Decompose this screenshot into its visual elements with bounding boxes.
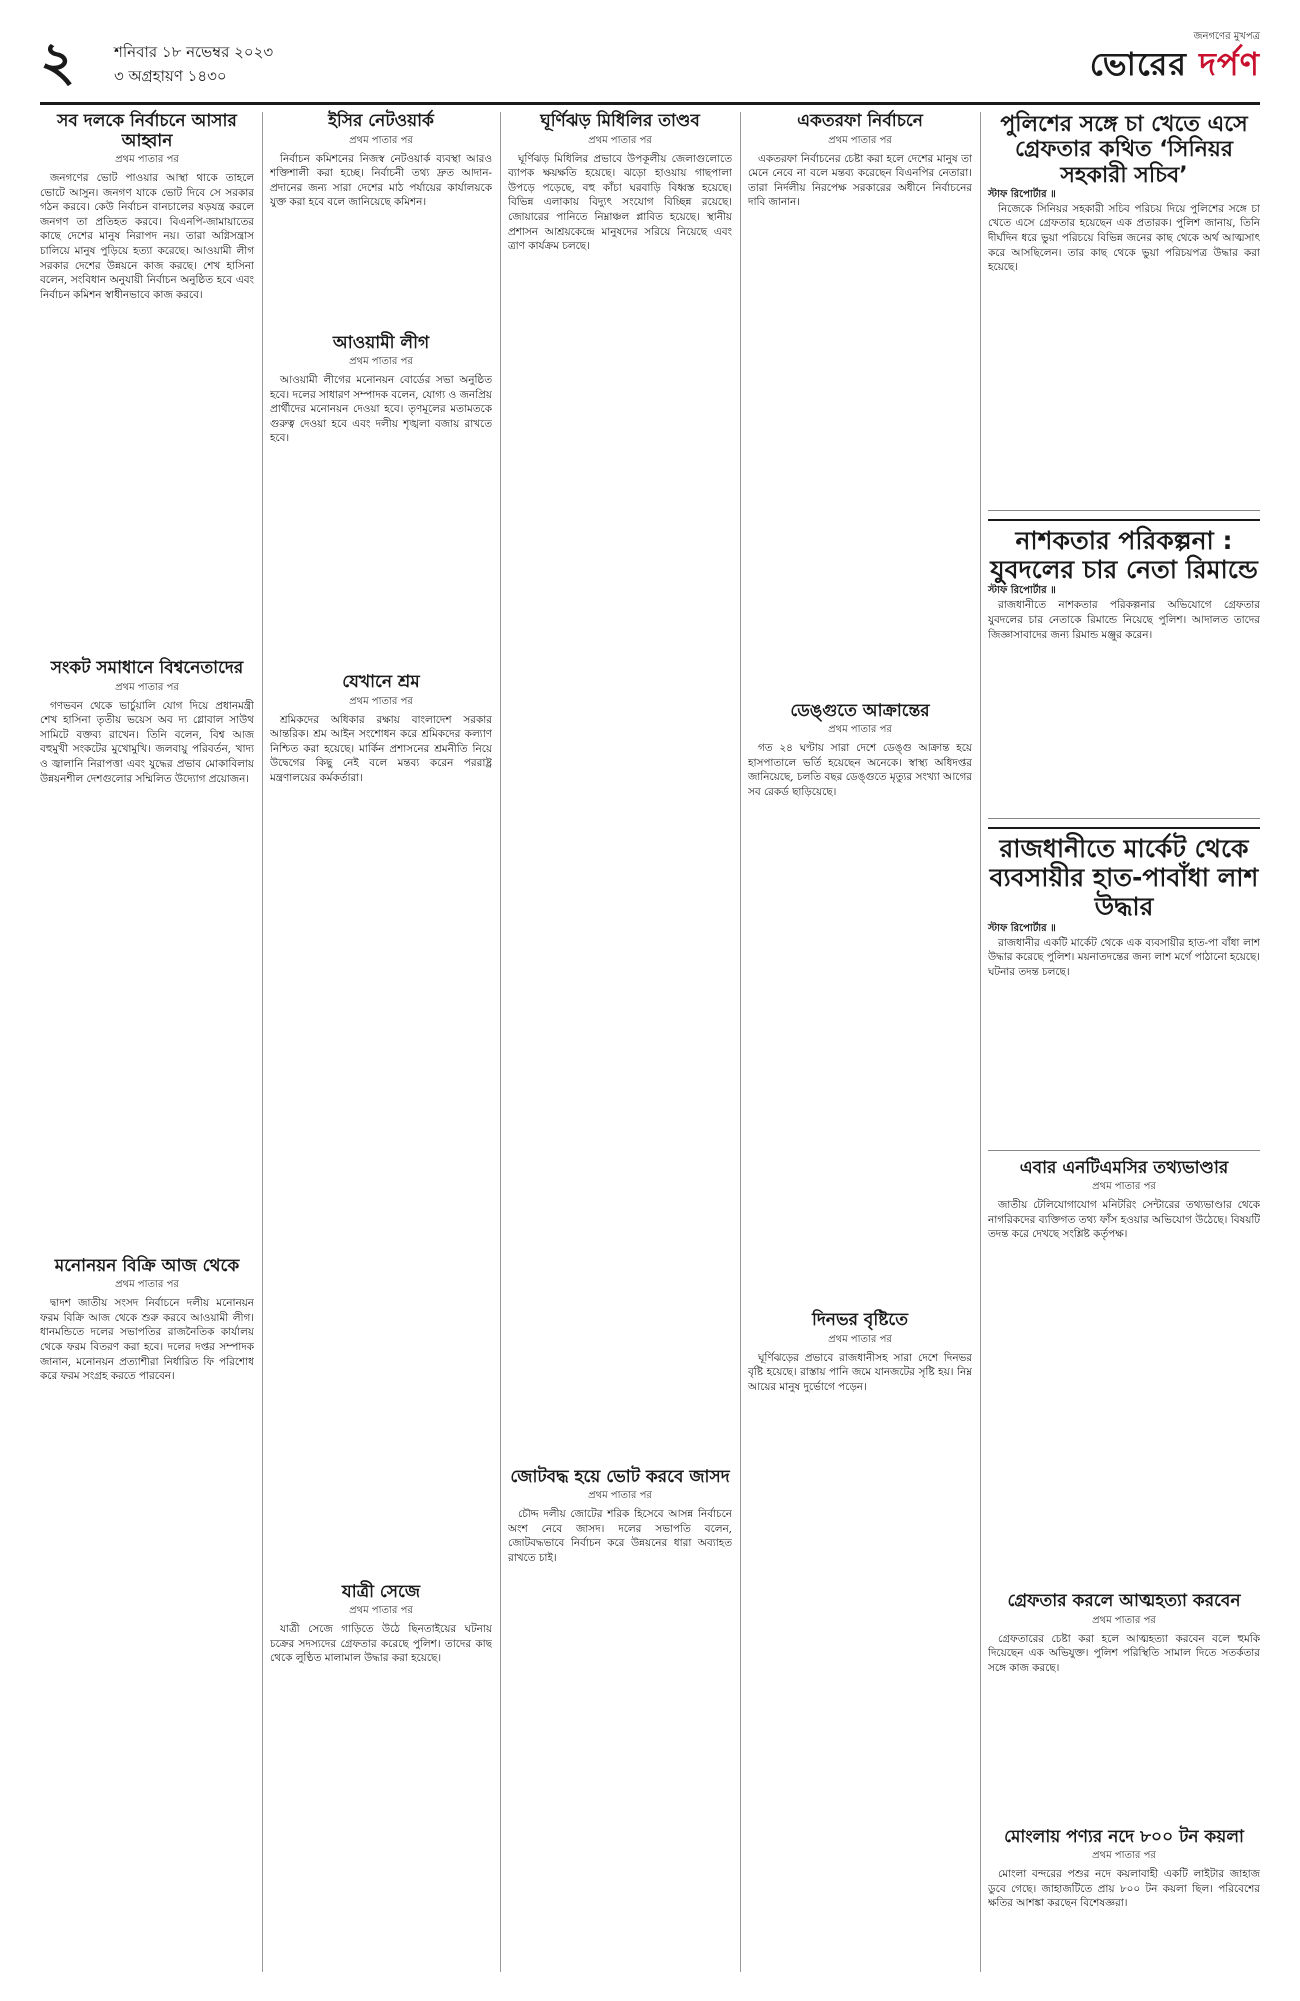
byline: স্টাফ রিপোর্টার ॥	[988, 922, 1056, 934]
article-headline: পুলিশের সঙ্গে চা খেতে এসে গ্রেফতার কথিত ‘সিনিয়র সহকারী সচিব’	[1000, 112, 1248, 188]
article	[988, 1592, 1260, 1818]
continued-label: প্রথম পাতার পর	[828, 134, 892, 146]
article-body	[988, 1632, 1260, 1818]
column-4	[748, 112, 972, 2001]
continued-label: প্রথম পাতার পর	[349, 134, 413, 146]
divider	[988, 818, 1260, 819]
article-text: গত ২৪ ঘণ্টায় সারা দেশে ডেঙ্গু আক্রান্ত হয়ে হাসপাতালে ভর্তি হয়েছেন অনেকে। স্বাস্থ্য অধিদপ্তর জানিয়েছে, চলতি বছর ডেঙ্গুতে মৃত্যুর সংখ্যা আগের সব রেকর্ড ছাড়িয়েছে।	[748, 742, 972, 798]
logo-wordmark	[1060, 44, 1260, 84]
article	[988, 1828, 1260, 1988]
column-rule	[262, 112, 263, 1972]
article	[748, 1311, 972, 1991]
article-body	[508, 1507, 732, 1947]
article-headline: সংকট সমাধানে বিশ্বনেতাদের	[50, 658, 244, 679]
continued-label: প্রথম পাতার পর	[115, 154, 179, 166]
article	[270, 112, 492, 324]
page-number: ২	[40, 30, 76, 93]
article	[748, 702, 972, 1302]
article-text: একতরফা নির্বাচনের চেষ্টা করা হলে দেশের মানুষ তা মেনে নেবে না বলে মন্তব্য করেছেন বিএনপির নেতারা। তারা নির্দলীয় নিরপেক্ষ সরকারের অধীনে নির্বাচনের দাবি জানান।	[748, 152, 972, 209]
column-rule	[980, 112, 981, 1972]
article-headline: মোংলায় পণ্যর নদে ৮০০ টন কয়লা	[1004, 1826, 1244, 1847]
article-text: গ্রেফতারের চেষ্টা করা হলে আত্মহত্যা করবেন বলে হুমকি দিয়েছেন এক অভিযুক্ত। পুলিশ পরিস্থিতি সামাল দিতে সতর্কতার সঙ্গে কাজ করছে।	[988, 1632, 1260, 1674]
article-text: জনগণের ভোট পাওয়ার আস্থা থাকে তাহলে ভোটে আসুন। জনগণ যাকে ভোট দিবে সে সরকার গঠন করবে। কেউ নির্বাচন বানচালের ষড়যন্ত্র করলে জনগণ তা প্রতিহত করবে। বিএনপি-জামায়াতের কাছে দেশের মানুষ নিরাপদ নয়। তারা অগ্নিসন্ত্রাস চালিয়ে মানুষ পুড়িয়ে হত্যা করেছে। আওয়ামী লীগ সরকার দেশের উন্নয়নে কাজ করছে। শেখ হাসিনা বলেন, সংবিধান অনুযায়ী নির্বাচন অনুষ্ঠিত হবে এবং নির্বাচন কমিশন স্বাধীনভাবে কাজ করবে।	[40, 172, 254, 301]
article-body	[40, 699, 254, 1247]
article	[508, 112, 732, 1458]
divider	[988, 1150, 1260, 1151]
article-text: ঘূর্ণিঝড়ের প্রভাবে রাজধানীসহ সারা দেশে দিনভর বৃষ্টি হয়েছে। রাস্তায় পানি জমে যানজটের সৃষ্টি হয়। নিম্ন আয়ের মানুষ দুর্ভোগে পড়েন।	[748, 1351, 972, 1393]
article	[40, 1257, 254, 1937]
article-text: আওয়ামী লীগের মনোনয়ন বোর্ডের সভা অনুষ্ঠিত হবে। দলের সাধারণ সম্পাদক বলেন, যোগ্য ও জনপ্রিয় প্রার্থীদের মনোনয়ন দেওয়া হবে। তৃণমূলের মতামতকে গুরুত্ব দেওয়া হবে এবং দলীয় শৃঙ্খলা বজায় রাখতে হবে।	[270, 374, 492, 445]
column-3	[508, 112, 732, 1957]
article-text: শ্রমিকদের অধিকার রক্ষায় বাংলাদেশ সরকার আন্তরিক। শ্রম আইন সংশোধন করে শ্রমিকদের কল্যাণ নিশ্চিত করা হয়েছে। মার্কিন প্রশাসনের শ্রমনীতি নিয়ে উদ্বেগের কিছু নেই বলে মন্তব্য করেন পররাষ্ট্র মন্ত্রণালয়ের কর্মকর্তারা।	[270, 713, 492, 785]
article-body	[988, 1867, 1260, 1987]
article	[508, 1468, 732, 1948]
date-bangla: ৩ অগ্রহায়ণ ১৪৩০	[114, 67, 227, 85]
article	[988, 1159, 1260, 1583]
article-text: রাজধানীতে নাশকতার পরিকল্পনার অভিযোগে গ্রেফতার যুবদলের চার নেতাকে রিমান্ডে নিয়েছে পুলিশ। আদালত তাদের জিজ্ঞাসাবাদের জন্য রিমান্ড মঞ্জুর করেন।	[988, 599, 1260, 641]
article-text: রাজধানীর একটি মার্কেট থেকে এক ব্যবসায়ীর হাত-পা বাঁধা লাশ উদ্ধার করেছে পুলিশ। ময়নাতদন্তের জন্য লাশ মর্গে পাঠানো হয়েছে। ঘটনার তদন্ত চলছে।	[988, 936, 1260, 978]
article-body	[40, 171, 254, 649]
article-headline: জোটবদ্ধ হয়ে ভোট করবে জাসদ	[510, 1466, 730, 1487]
continued-label: প্রথম পাতার পর	[349, 695, 413, 707]
article-headline: দিনভর বৃষ্টিতে	[812, 1310, 908, 1331]
column-rule	[500, 112, 501, 1972]
article-text: নিজেকে সিনিয়র সহকারী সচিব পরিচয় দিয়ে পুলিশের সঙ্গে চা খেতে এসে গ্রেফতার হয়েছেন এক প্রতারক। পুলিশ জানায়, তিনি দীর্ঘদিন ধরে ভুয়া পরিচয়ে বিভিন্ন জনের কাছ থেকে অর্থ আত্মসাৎ করে আসছিলেন। তার কাছ থেকে ভুয়া পরিচয়পত্র উদ্ধার করা হয়েছে।	[988, 202, 1260, 274]
article-body	[40, 1296, 254, 1936]
article-headline: ইসির নেটওয়ার্ক	[328, 111, 434, 131]
article	[270, 334, 492, 664]
article-text: গণভবন থেকে ভার্চুয়ালি যোগ দিয়ে প্রধানমন্ত্রী শেখ হাসিনা তৃতীয় ভয়েস অব দ্য গ্লোবাল সাউথ সামিটে বক্তব্য রাখেন। তিনি বলেন, বিশ্ব আজ বহুমুখী সংকটের মুখোমুখি। জলবায়ু পরিবর্তন, খাদ্য ও জ্বালানি নিরাপত্তা এবং যুদ্ধের প্রভাব মোকাবিলায় উন্নয়নশীল দেশগুলোর সম্মিলিত উদ্যোগ প্রয়োজন।	[40, 699, 254, 785]
article-text: জাতীয় টেলিযোগাযোগ মনিটরিং সেন্টারের তথ্যভাণ্ডার থেকে নাগরিকদের ব্যক্তিগত তথ্য ফাঁস হওয়ার অভিযোগ উঠেছে। বিষয়টি তদন্ত করে দেখছে সংশ্লিষ্ট কর্তৃপক্ষ।	[988, 1199, 1260, 1241]
article	[988, 519, 1260, 809]
divider	[988, 510, 1260, 511]
article-body	[270, 1622, 492, 1822]
newspaper-logo	[1060, 30, 1260, 84]
article-text: যাত্রী সেজে গাড়িতে উঠে ছিনতাইয়ের ঘটনায় চক্রের সদস্যদের গ্রেফতার করেছে পুলিশ। তাদের কাছ থেকে লুণ্ঠিত মালামাল উদ্ধার করা হয়েছে।	[270, 1623, 492, 1665]
article-body	[988, 936, 1260, 1140]
article-body	[988, 202, 1260, 500]
article-headline: সব দলকে নির্বাচনে আসার আহ্বান	[57, 111, 237, 151]
article-headline: মনোনয়ন বিক্রি আজ থেকে	[54, 1255, 240, 1276]
date-block	[114, 40, 273, 88]
article	[270, 1583, 492, 1823]
article-body	[748, 741, 972, 1301]
article	[40, 659, 254, 1247]
article-body	[988, 1198, 1260, 1582]
article-headline: যেখানে শ্রম	[342, 672, 420, 693]
continued-label: প্রথম পাতার পর	[828, 724, 892, 736]
continued-label: প্রথম পাতার পর	[1092, 1614, 1156, 1626]
article-text: নির্বাচন কমিশনের নিজস্ব নেটওয়ার্ক ব্যবস্থা আরও শক্তিশালী করা হচ্ছে। নির্বাচনী তথ্য দ্রুত আদান-প্রদানের জন্য সারা দেশের মাঠ পর্যায়ের কার্যালয়কে যুক্ত করা হবে বলে জানিয়েছে কমিশন।	[270, 152, 492, 209]
article	[988, 827, 1260, 1139]
column-5	[988, 112, 1260, 1997]
byline: স্টাফ রিপোর্টার ॥	[988, 585, 1056, 597]
article-text: দ্বাদশ জাতীয় সংসদ নির্বাচনে দলীয় মনোনয়ন ফরম বিক্রি আজ থেকে শুরু করবে আওয়ামী লীগ। ধানমন্ডিতে দলের সভাপতির রাজনৈতিক কার্যালয় থেকে ফরম বিতরণ করা হবে। দলের দপ্তর সম্পাদক জানান, মনোনয়ন প্রত্যাশীরা নির্ধারিত ফি পরিশোধ করে ফরম সংগ্রহ করতে পারবেন।	[40, 1297, 254, 1383]
article	[270, 673, 492, 1573]
article-headline: ঘূর্ণিঝড় মিধিলির তাণ্ডব	[540, 111, 700, 131]
article-text: চৌদ্দ দলীয় জোটের শরিক হিসেবে আসন্ন নির্বাচনে অংশ নেবে জাসদ। দলের সভাপতি বলেন, জোটবদ্ধভাবে নির্বাচন করে উন্নয়নের ধারা অব্যাহত রাখতে চাই।	[508, 1508, 732, 1564]
logo-word-1: ভোরের	[1089, 45, 1187, 83]
column-2	[270, 112, 492, 1832]
article-body	[508, 152, 732, 1458]
article-headline: রাজধানীতে মার্কেট থেকে ব্যবসায়ীর হাত-পাবাঁধা লাশ উদ্ধার	[989, 834, 1259, 921]
logo-tagline: জনগণের মুখপত্র	[1193, 31, 1260, 42]
article-headline: নাশকতার পরিকল্পনা : যুবদলের চার নেতা রিমান্ডে	[990, 525, 1258, 584]
byline: স্টাফ রিপোর্টার ॥	[988, 188, 1056, 200]
continued-label: প্রথম পাতার পর	[349, 356, 413, 368]
continued-label: প্রথম পাতার পর	[828, 1333, 892, 1345]
masthead	[40, 30, 1260, 105]
continued-label: প্রথম পাতার পর	[115, 681, 179, 693]
continued-label: প্রথম পাতার পর	[1092, 1850, 1156, 1862]
article-body	[748, 1351, 972, 1991]
column-rule	[740, 112, 741, 1972]
continued-label: প্রথম পাতার পর	[588, 134, 652, 146]
continued-label: প্রথম পাতার পর	[115, 1279, 179, 1291]
article	[748, 112, 972, 692]
continued-label: প্রথম পাতার পর	[588, 1490, 652, 1502]
article-headline: গ্রেফতার করলে আত্মহত্যা করবেন	[1007, 1591, 1241, 1612]
article-headline: এবার এনটিএমসির তথ্যভাণ্ডার	[1019, 1157, 1229, 1178]
article-headline: আওয়ামী লীগ	[332, 332, 430, 353]
article-headline: ডেঙ্গুতে আক্রান্তের	[790, 700, 930, 721]
article	[40, 112, 254, 649]
article-body	[270, 152, 492, 324]
article-body	[988, 598, 1260, 808]
article-body	[748, 152, 972, 692]
continued-label: প্রথম পাতার পর	[1092, 1181, 1156, 1193]
column-1	[40, 112, 254, 1946]
article	[988, 112, 1260, 500]
article-text: মোংলা বন্দরের পশুর নদে কয়লাবাহী একটি লাইটার জাহাজ ডুবে গেছে। জাহাজটিতে প্রায় ৮০০ টন কয়লা ছিল। পরিবেশের ক্ষতির আশঙ্কা করছেন বিশেষজ্ঞরা।	[988, 1868, 1260, 1910]
article-body	[270, 373, 492, 663]
article-headline: যাত্রী সেজে	[341, 1581, 421, 1602]
article-text: ঘূর্ণিঝড় মিধিলির প্রভাবে উপকূলীয় জেলাগুলোতে ব্যাপক ক্ষয়ক্ষতি হয়েছে। ঝড়ো হাওয়ায় গাছপালা উপড়ে পড়েছে, বহু কাঁচা ঘরবাড়ি বিধ্বস্ত হয়েছে। বিভিন্ন এলাকায় বিদ্যুৎ সংযোগ বিচ্ছিন্ন রয়েছে। জোয়ারের পানিতে নিম্নাঞ্চল প্লাবিত হয়েছে। স্থানীয় প্রশাসন আশ্রয়কেন্দ্রে মানুষদের সরিয়ে নিয়েছে এবং ত্রাণ কার্যক্রম চলছে।	[508, 152, 732, 253]
date-gregorian: শনিবার ১৮ নভেম্বর ২০২৩	[114, 43, 274, 61]
logo-word-2: দর্পণ	[1199, 45, 1260, 83]
continued-label: প্রথম পাতার পর	[349, 1605, 413, 1617]
article-headline: একতরফা নির্বাচনে	[797, 111, 923, 131]
article-body	[270, 713, 492, 1573]
